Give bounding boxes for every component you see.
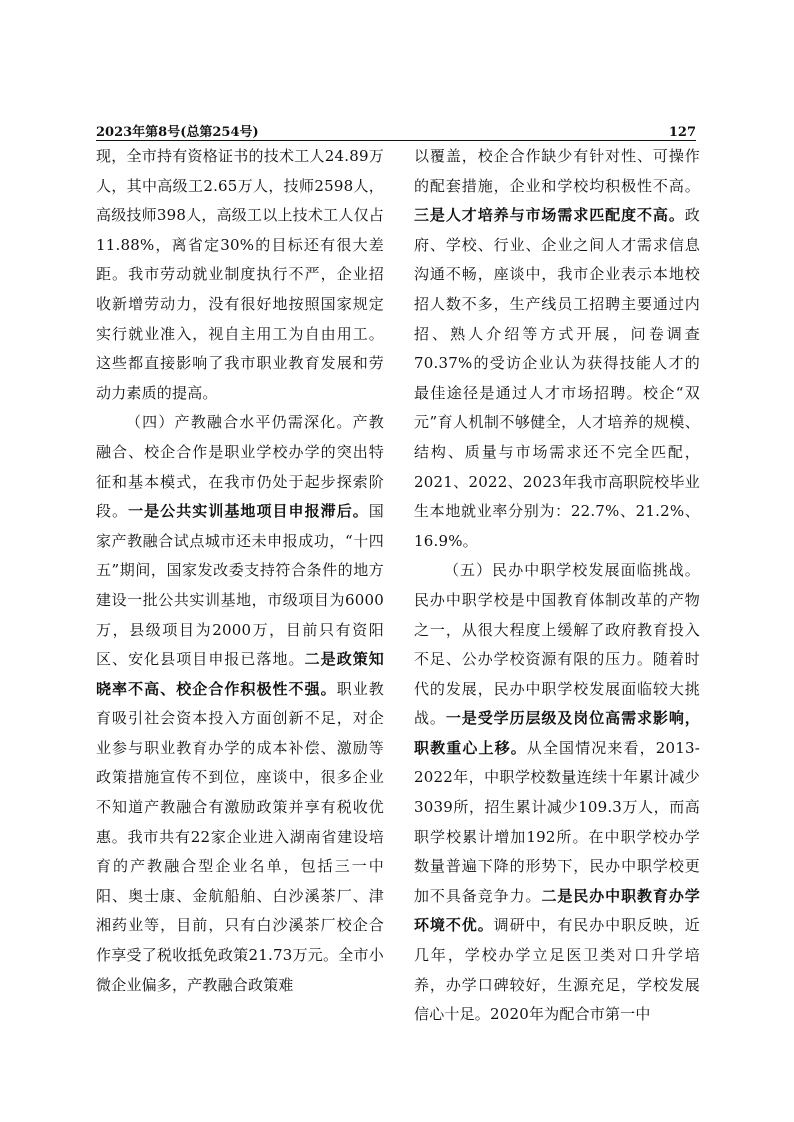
running-header [96, 118, 696, 140]
bold-point: 一是公共实训基地项目申报滞后。 [128, 502, 369, 521]
page-number: 127 [668, 125, 696, 140]
bold-point: 三是人才培养与市场需求匹配度不高。 [414, 206, 685, 225]
section-heading: （四）产教融合水平仍需深化。 [126, 413, 353, 432]
paragraph [96, 408, 384, 1000]
bold-point: 二是政策知晓率不高、校企合作积极性不强。 [96, 650, 384, 698]
paragraph-text: 调研中，有民办中职反映，近几年，学校办学立足医卫类对口升学培养，办学口碑较好，生源充足，学校发展信心十足。2020年为配合市第一中 [414, 916, 700, 1024]
paragraph-text: 从全国情况来看，2013-2022年，中职学校数量连续十年累计减少3039所，招生累计减少109.3万人，而高职学校累计增加192所。在中职学校办学数量普遍下降的形势下，民办中职学校更加不具备竞争力。 [414, 738, 700, 905]
paragraph [414, 142, 700, 556]
paragraph-text: 产教融合、校企合作是职业学校办学的突出特征和基本模式，在我市仍处于起步探索阶段。 [96, 413, 384, 521]
bold-point: 二是民办中职教育办学环境不优。 [414, 886, 700, 935]
paragraph-text: 政府、学校、行业、企业之间人才需求信息沟通不畅，座谈中，我市企业表示本地校招人数不多，生产线员工招聘主要通过内招、熟人介绍等方式开展，问卷调查70.37%的受访企业认为获得技能人才的最佳途径是通过人才市场招聘。校企“双元”育人机制不够健全，人才培养的规模、结构、质量与市场需求还不完全匹配，2021、2022、2023年我市高职院校毕业生本地就业率分别为：22.7%、21.2%、16.9%。 [414, 206, 700, 550]
paragraph: 现，全市持有资格证书的技术工人24.89万人，其中高级工2.65万人，技师2598人，高级技师398人，高级工以上技术工人仅占11.88%，离省定30%的目标还有很大差距。我市劳动就业制度执行不严，企业招收新增劳动力，没有很好地按照国家规定实行就业准入，视自主用工为自由用工。这些都直接影响了我市职业教育发展和劳动力素质的提高。 [96, 147, 384, 402]
left-column [96, 142, 384, 1102]
right-column [414, 142, 700, 1102]
section-heading: （五）民办中职学校发展面临挑战。 [444, 561, 700, 580]
journal-issue: 2023年第8号(总第254号) [96, 125, 259, 140]
paragraph [414, 556, 700, 1030]
paragraph-text: 民办中职学校是中国教育体制改革的产物之一，从很大程度上缓解了政府教育投入不足、公办学校资源有限的压力。随着时代的发展，民办中职学校发展面临较大挑战。 [414, 590, 700, 728]
paragraph-text: 以覆盖，校企合作缺少有针对性、可操作的配套措施，企业和学校均积极性不高。 [414, 147, 700, 195]
header-rule [96, 140, 696, 141]
bold-point: 一是受学历层级及岗位高需求影响，职教重心上移。 [414, 709, 700, 757]
paragraph-text: 国家产教融合试点城市还未申报成功，“十四五”期间，国家发改委支持符合条件的地方建设一批公共实训基地，市级项目为6000万，县级项目为2000万，目前只有资阳区、安化县项目申报已落地。 [96, 502, 384, 669]
paragraph-text: 职业教育吸引社会资本投入方面创新不足，对企业参与职业教育办学的成本补偿、激励等政策措施宣传不到位，座谈中，很多企业不知道产教融合有激励政策并享有税收优惠。我市共有22家企业进入湖南省建设培育的产教融合型企业名单，包括三一中阳、奥士康、金航船舶、白沙溪茶厂、津湘药业等，目前，只有白沙溪茶厂校企合作享受了税收抵免政策21.73万元。全市小微企业偏多，产教融合政策难 [96, 679, 384, 994]
